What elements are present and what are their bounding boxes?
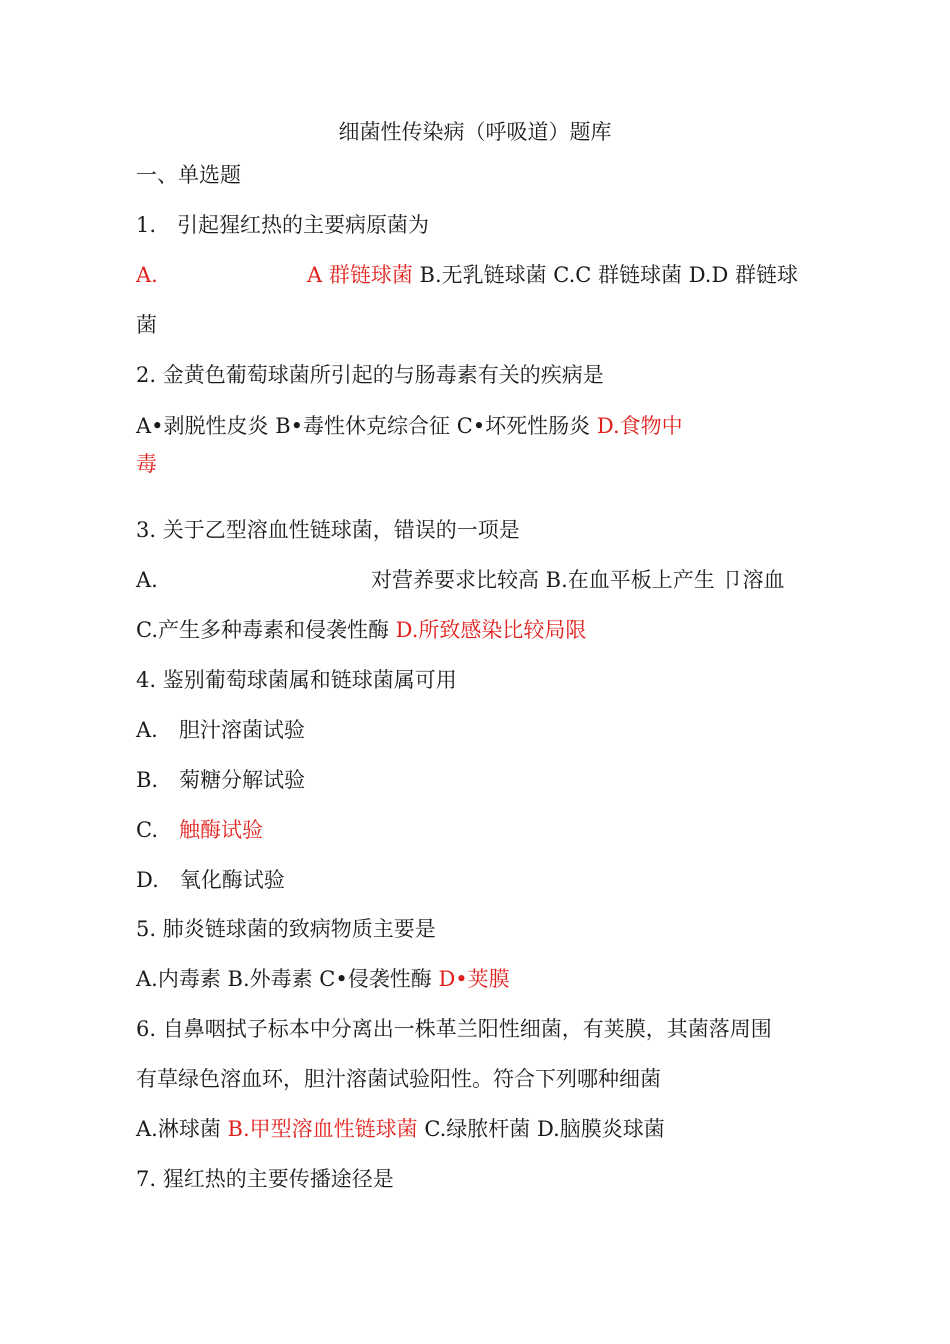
question-4-option-a: A. 胆汁溶菌试验 (136, 718, 305, 742)
question-2-answer-wrap: 毒 (136, 452, 157, 476)
question-5-other-options: A.内毒素 B.外毒素 C•侵袭性酶 (136, 967, 439, 991)
question-4-answer: 触酶试验 (179, 818, 263, 842)
question-6-answer: B.甲型溶血性链球菌 (227, 1117, 418, 1141)
question-2-answer: D.食物中 (596, 414, 683, 438)
question-3-options-line2 (136, 617, 586, 643)
question-1-answer: A 群链球菌 (307, 263, 413, 287)
question-2-other-options: A•剥脱性皮炎 B•毒性休克综合征 C•坏死性肠炎 (136, 414, 597, 438)
question-1-options (307, 262, 798, 288)
question-3-options-line1: 对营养要求比较高 B.在血平板上产生 卩溶血 (371, 568, 785, 592)
question-1-option-a-label: A. (136, 263, 158, 287)
question-3-option-c: C.产生多种毒素和侵袭性酶 (136, 618, 396, 642)
question-5-stem: 5. 肺炎链球菌的致病物质主要是 (136, 917, 436, 941)
section-heading: 一、单选题 (136, 163, 241, 187)
question-4-stem: 4. 鉴别葡萄球菌属和链球菌属可用 (136, 668, 457, 692)
question-1-other-options: B.无乳链球菌 C.C 群链球菌 D.D 群链球 (412, 263, 798, 287)
question-2-stem: 2. 金黄色葡萄球菌所引起的与肠毒素有关的疾病是 (136, 363, 604, 387)
question-1-wrap: 菌 (136, 313, 157, 337)
question-7-stem: 7. 猩红热的主要传播途径是 (136, 1167, 394, 1191)
question-6-other-options: C.绿脓杆菌 D.脑膜炎球菌 (417, 1117, 665, 1141)
question-4-option-b: B. 菊糖分解试验 (136, 768, 306, 792)
question-4-option-c-label: C. (136, 818, 179, 842)
question-2-options (136, 413, 683, 439)
question-6-options (136, 1116, 665, 1142)
question-4-option-d: D. 氧化酶试验 (136, 868, 285, 892)
question-5-answer: D•荚膜 (438, 967, 510, 991)
question-1-stem: 1. 引起猩红热的主要病原菌为 (136, 213, 430, 237)
page-title: 细菌性传染病（呼吸道）题库 (338, 120, 612, 144)
question-3-answer: D.所致感染比较局限 (395, 618, 587, 642)
question-6-stem-line2: 有草绿色溶血环，胆汁溶菌试验阳性。符合下列哪种细菌 (136, 1067, 661, 1091)
question-3-stem: 3. 关于乙型溶血性链球菌，错误的一项是 (136, 518, 520, 542)
question-5-options (136, 966, 510, 992)
question-6-option-a: A.淋球菌 (136, 1117, 228, 1141)
question-3-option-a-label: A. (136, 568, 158, 592)
question-4-option-c (136, 817, 263, 843)
question-6-stem-line1: 6. 自鼻咽拭子标本中分离出一株革兰阳性细菌，有荚膜，其菌落周围 (136, 1017, 772, 1041)
